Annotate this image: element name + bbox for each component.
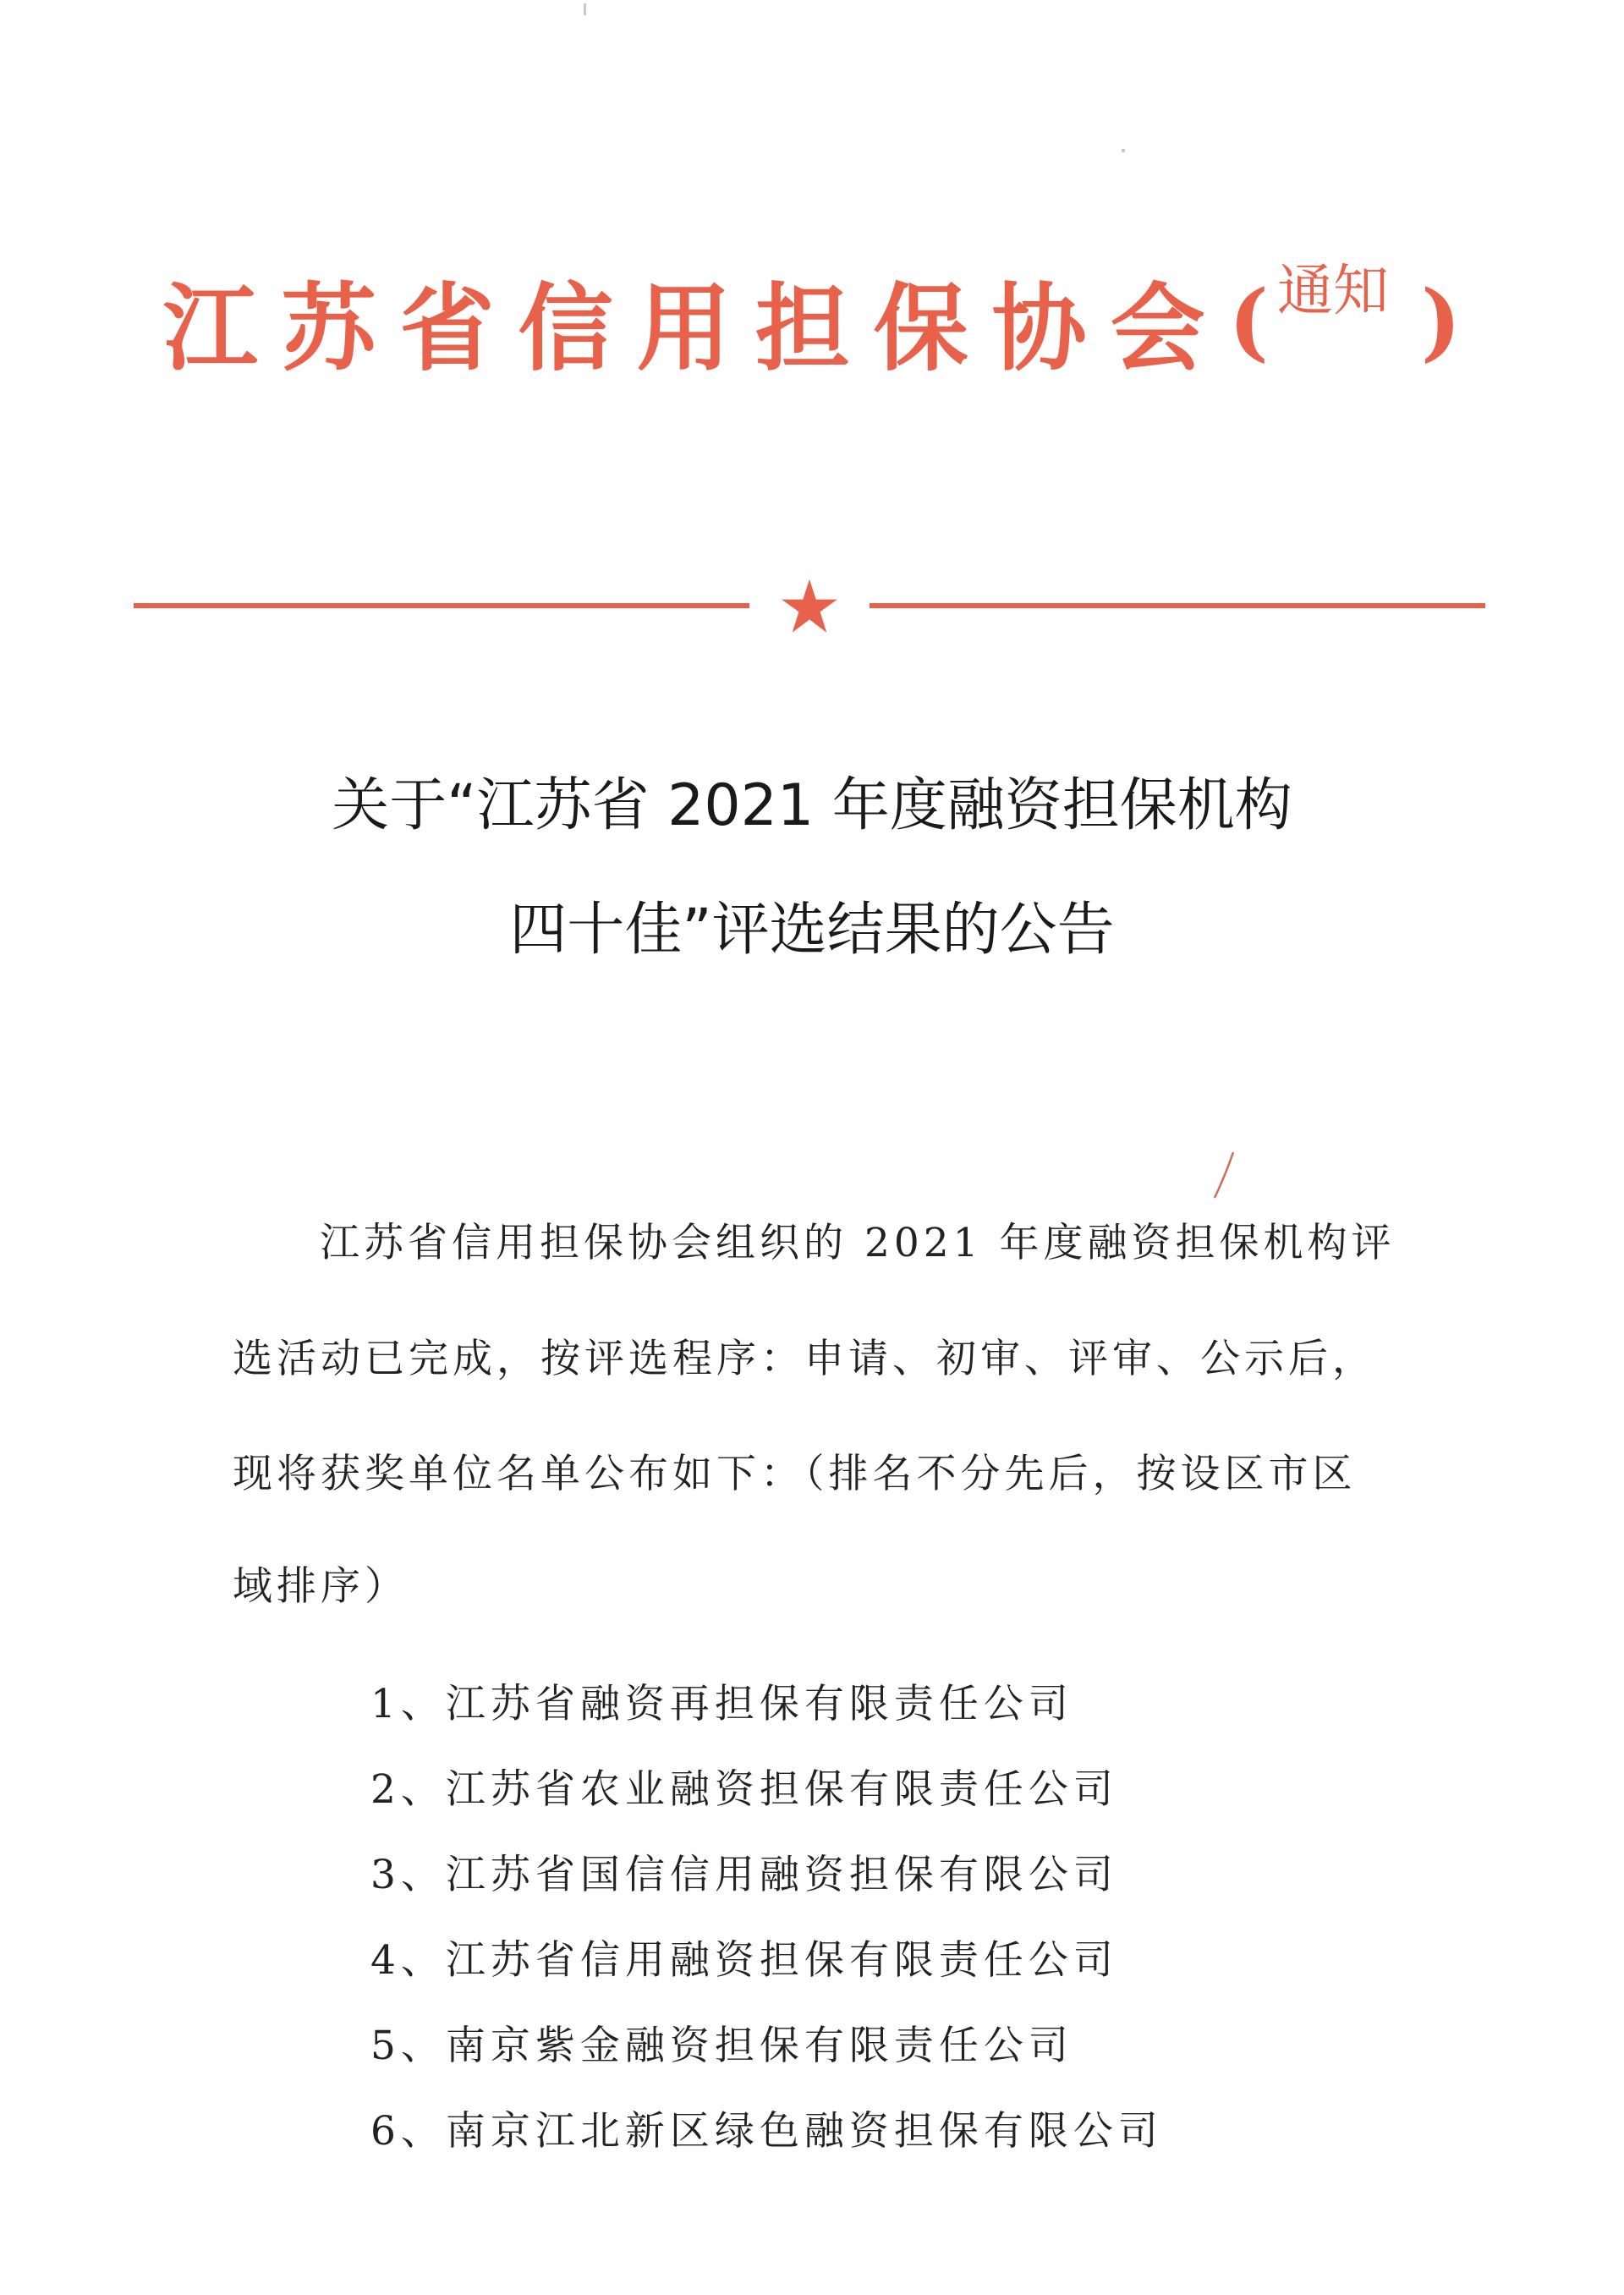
body-paragraph-line-3: 现将获奖单位名单公布如下：（排名不分先后，按设区市区 bbox=[233, 1451, 1357, 1497]
announcement-title-line-1: 关于“江苏省 2021 年度融资担保机构 bbox=[332, 772, 1292, 839]
letterhead-organization: 江苏省信用担保协会 bbox=[162, 273, 1229, 384]
winner-list bbox=[370, 1679, 1163, 2192]
winner-item: 2、江苏省农业融资担保有限责任公司 bbox=[370, 1766, 1118, 1813]
scan-speck bbox=[584, 3, 586, 15]
letterhead-open-paren: ( bbox=[1228, 271, 1269, 371]
winner-item: 3、江苏省国信信用融资担保有限公司 bbox=[370, 1852, 1118, 1898]
body-paragraph-line-4: 域排序） bbox=[233, 1563, 409, 1610]
body-paragraph-line-2: 选活动已完成，按评选程序：申请、初审、评审、公示后， bbox=[233, 1336, 1376, 1382]
winner-item: 1、江苏省融资再担保有限责任公司 bbox=[370, 1681, 1073, 1727]
letterhead-doc-type: 通知 bbox=[1277, 258, 1389, 323]
winner-item: 6、南京江北新区绿色融资担保有限公司 bbox=[370, 2108, 1163, 2155]
red-rule-left bbox=[134, 603, 749, 608]
red-rule-right bbox=[870, 603, 1485, 608]
winner-item: 4、江苏省信用融资担保有限责任公司 bbox=[370, 1937, 1118, 1984]
announcement-title-line-2: 四十佳”评选结果的公告 bbox=[509, 897, 1115, 964]
pen-mark bbox=[1211, 1150, 1237, 1201]
body-paragraph-line-1: 江苏省信用担保协会组织的 2021 年度融资担保机构评 bbox=[320, 1220, 1396, 1266]
letterhead-close-paren: ) bbox=[1421, 271, 1462, 371]
winner-item: 5、南京紫金融资担保有限责任公司 bbox=[370, 2023, 1073, 2069]
scan-speck bbox=[1122, 149, 1125, 152]
letterhead bbox=[0, 245, 1624, 389]
star-icon bbox=[780, 577, 839, 636]
